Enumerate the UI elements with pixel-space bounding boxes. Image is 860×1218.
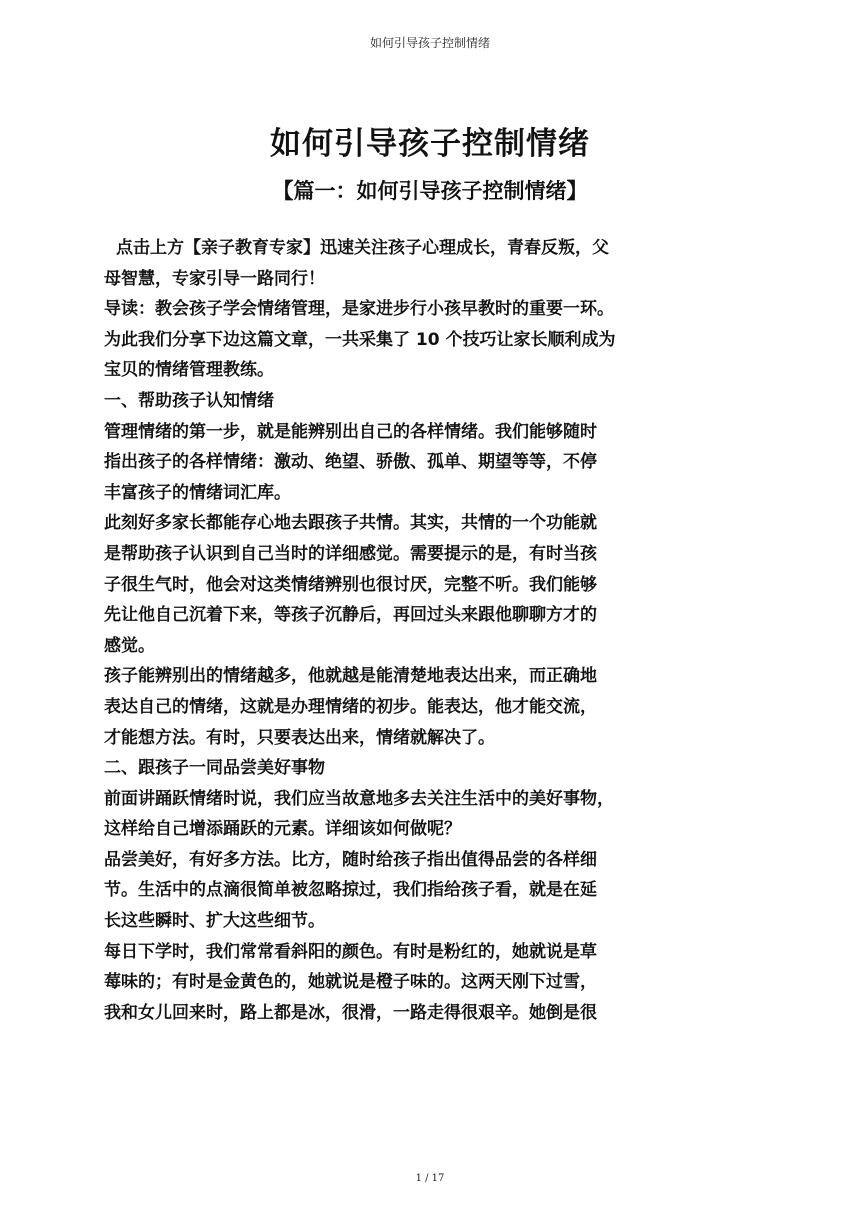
body-line: 丰富孩子的情绪词汇库。: [104, 482, 291, 503]
body-line: 每日下学时，我们常常看斜阳的颜色。有时是粉红的，她就说是草: [104, 941, 597, 962]
body-line: 点击上方【亲子教育专家】迅速关注孩子心理成长，青春反叛，父: [116, 238, 609, 258]
body-line: 管理情绪的第一步，就是能辨别出自己的各样情绪。我们能够随时: [104, 421, 597, 442]
body-line: 指出孩子的各样情绪：激动、绝望、骄傲、孤单、期望等等，不停: [104, 452, 597, 473]
body-line: 是帮助孩子认识到自己当时的详细感觉。需要提示的是，有时当孩: [104, 543, 597, 564]
body-line: 孩子能辨别出的情绪越多，他就越是能清楚地表达出来，而正确地: [104, 666, 597, 687]
body-line: 前面讲踊跃情绪时说，我们应当故意地多去关注生活中的美好事物，: [104, 788, 614, 809]
body-line: 节。生活中的点滴很简单被忽略掠过，我们指给孩子看，就是在延: [104, 880, 597, 901]
body-line: 先让他自己沉着下来，等孩子沉静后，再回过头来跟他聊聊方才的: [104, 605, 597, 626]
body-line: 表达自己的情绪，这就是办理情绪的初步。能表达，他才能交流，: [104, 696, 597, 717]
body-line: 感觉。: [104, 635, 155, 656]
body-line: 为此我们分享下边这篇文章，一共采集了 10 个技巧让家长顺利成为: [104, 329, 616, 350]
body-line: 此刻好多家长都能存心地去跟孩子共情。其实，共情的一个功能就: [104, 513, 597, 534]
body-line: 才能想方法。有时，只要表达出来，情绪就解决了。: [104, 727, 495, 748]
body-line: 子很生气时，他会对这类情绪辨别也很讨厌，完整不听。我们能够: [104, 574, 597, 595]
running-header: 如何引导孩子控制情绪: [369, 36, 490, 50]
body-line: 母智慧，专家引导一路同行！: [104, 268, 325, 289]
body-line: 品尝美好，有好多方法。比方，随时给孩子指出值得品尝的各样细: [104, 849, 597, 870]
section-heading: 二、跟孩子一同品尝美好事物: [104, 758, 325, 779]
body-line: 导读：教会孩子学会情绪管理，是家进步行小孩早教时的重要一环。: [104, 299, 614, 320]
body-line: 长这些瞬时、扩大这些细节。: [104, 911, 325, 932]
section-heading: 一、帮助孩子认知情绪: [104, 390, 274, 411]
body-line: 这样给自己增添踊跃的元素。详细该如何做呢？: [104, 819, 461, 840]
document-title: 如何引导孩子控制情绪: [270, 126, 590, 162]
page-number: 1 / 17: [415, 1173, 445, 1184]
document-subtitle: 【篇一：如何引导孩子控制情绪】: [272, 179, 588, 203]
body-line: 我和女儿回来时，路上都是冰，很滑，一路走得很艰辛。她倒是很: [104, 1002, 597, 1023]
body-line: 莓味的；有时是金黄色的，她就说是橙子味的。这两天刚下过雪，: [104, 972, 597, 993]
body-line: 宝贝的情绪管理教练。: [104, 360, 274, 381]
document-body: [104, 233, 704, 1028]
